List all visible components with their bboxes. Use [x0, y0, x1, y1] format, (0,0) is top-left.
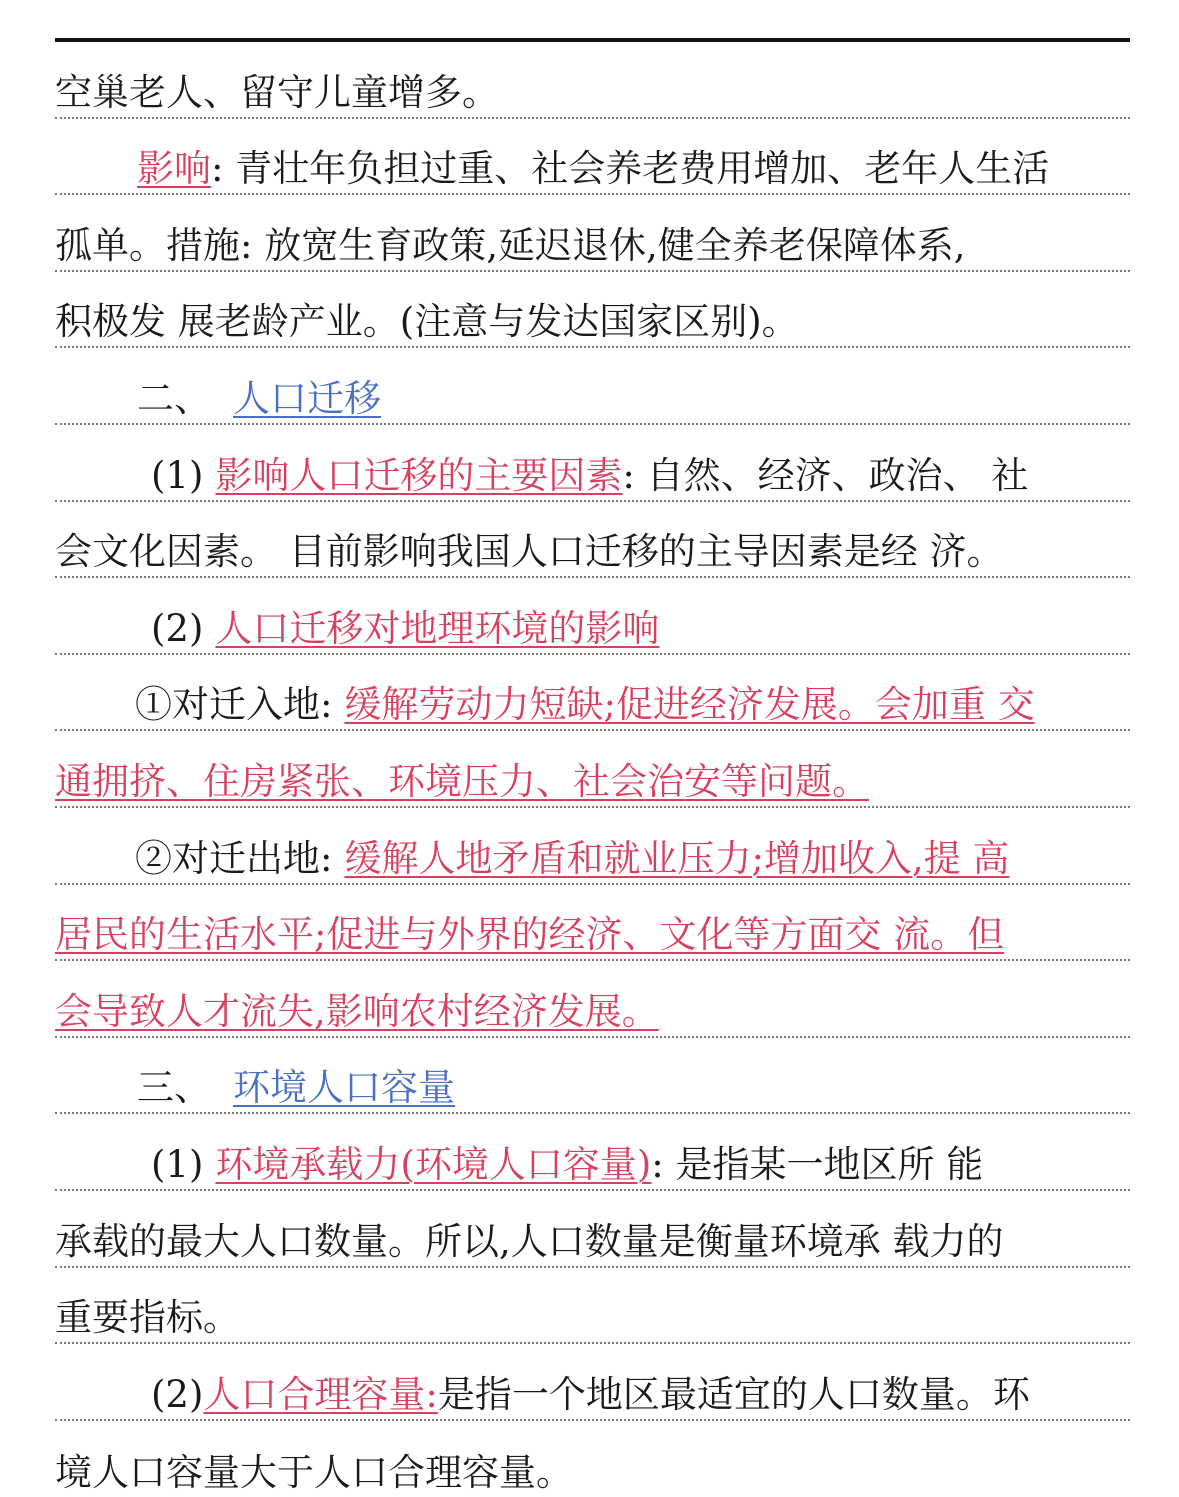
- note-page: [55, 42, 1130, 1497]
- red-text: 缓解劳动力短缺;促进经济发展。会加重 交: [344, 683, 1035, 727]
- line-text: 重要指标。: [55, 1296, 240, 1340]
- item-number: (2): [151, 1372, 204, 1416]
- line-text: : 青壮年负担过重、社会养老费用增加、老年人生活: [211, 147, 1050, 191]
- item-label: ①对迁入地:: [135, 683, 333, 727]
- item-number: (1): [151, 453, 204, 497]
- note-line: [55, 578, 1130, 655]
- note-line: [55, 119, 1130, 196]
- line-text: 承载的最大人口数量。所以,人口数量是衡量环境承 载力的: [55, 1219, 1004, 1263]
- note-line: [55, 885, 1130, 962]
- red-text: 居民的生活水平;促进与外界的经济、文化等方面交 流。但: [55, 913, 1005, 957]
- note-line: [55, 961, 1130, 1038]
- line-text: : 是指某一地区所 能: [651, 1142, 984, 1186]
- red-text: 通拥挤、住房紧张、环境压力、社会治安等问题。: [55, 759, 869, 803]
- line-text: 会文化因素。 目前影响我国人口迁移的主导因素是经 济。: [55, 530, 1004, 574]
- line-text: 境人口容量大于人口合理容量。: [55, 1451, 573, 1495]
- red-term: 人口迁移对地理环境的影响: [215, 606, 660, 650]
- note-line: [55, 1344, 1130, 1421]
- note-line: [55, 1114, 1130, 1191]
- red-text: 缓解人地矛盾和就业压力;增加收入,提 高: [344, 836, 1010, 880]
- note-line: [55, 1191, 1130, 1268]
- item-label: ②对迁出地:: [135, 836, 333, 880]
- section-title: 人口迁移: [233, 376, 381, 420]
- red-text: 会导致人才流失,影响农村经济发展。: [55, 989, 659, 1033]
- note-line: [55, 655, 1130, 732]
- line-text: 积极发 展老龄产业。(注意与发达国家区别)。: [55, 300, 799, 344]
- section-heading: [55, 348, 1130, 425]
- term-impact: 影响: [137, 147, 211, 191]
- section-number: 三、: [137, 1066, 211, 1110]
- note-line: [55, 808, 1130, 885]
- section-title: 环境人口容量: [233, 1066, 455, 1110]
- note-line: [55, 502, 1130, 579]
- line-text: : 自然、经济、政治、 社: [622, 453, 1029, 497]
- section-number: 二、: [137, 376, 211, 420]
- note-line: [55, 731, 1130, 808]
- line-text: 孤单。措施: 放宽生育政策,延迟退休,健全养老保障体系,: [55, 223, 966, 267]
- note-line: [55, 195, 1130, 272]
- note-line: [55, 1421, 1130, 1497]
- note-line: [55, 1268, 1130, 1345]
- red-term: 环境承载力(环境人口容量): [215, 1142, 652, 1186]
- note-line: [55, 272, 1130, 349]
- red-term: 人口合理容量:: [203, 1372, 438, 1416]
- item-number: (2): [151, 606, 204, 650]
- item-number: (1): [151, 1142, 204, 1186]
- note-line: [55, 42, 1130, 119]
- line-text: 空巢老人、留守儿童增多。: [55, 70, 499, 114]
- note-line: [55, 425, 1130, 502]
- red-term: 影响人口迁移的主要因素: [215, 453, 623, 497]
- line-text: 是指一个地区最适宜的人口数量。环: [437, 1372, 1030, 1416]
- section-heading: [55, 1038, 1130, 1115]
